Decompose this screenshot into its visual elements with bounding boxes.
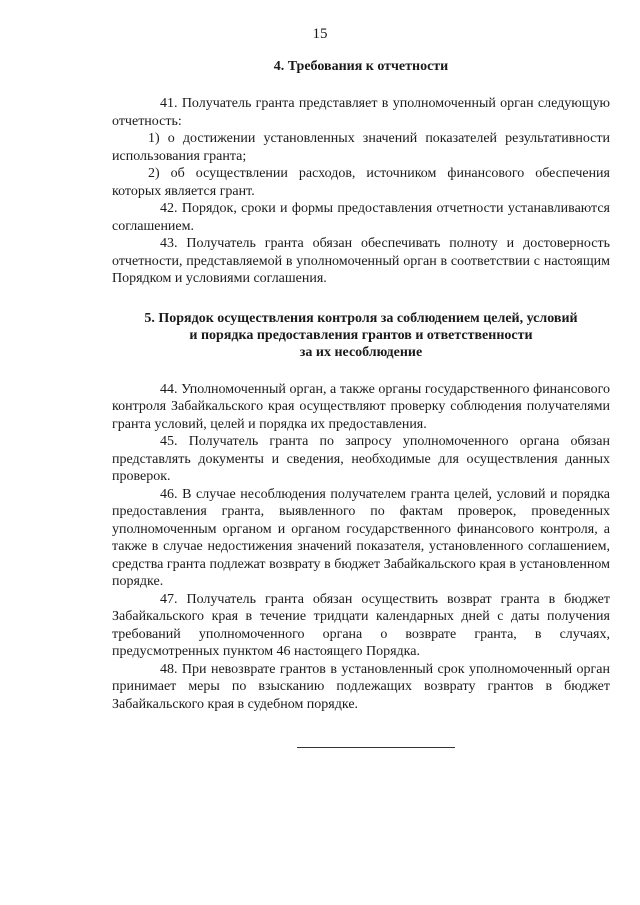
section-4-heading: 4. Требования к отчетности: [273, 59, 449, 74]
paragraph-45: 45. Получатель гранта по запросу уполномоченного органа обязан представлять документы и сведения, необходимые для осуществления данных проверок.: [112, 434, 610, 484]
paragraph-42: 42. Порядок, сроки и формы предоставления отчетности устанавливаются соглашением.: [112, 201, 610, 234]
section-5-heading-line-1: 5. Порядок осуществления контроля за соблюдением целей, условий: [144, 310, 578, 326]
section-5-heading-line-2: и порядка предоставления грантов и ответственности: [189, 327, 533, 343]
page-number: 15: [312, 26, 328, 42]
paragraph-48: 48. При невозврате грантов в установленный срок уполномоченный орган принимает меры по взысканию подлежащих возврату грантов в бюджет Забайкальского края в судебном порядке.: [112, 661, 610, 712]
paragraph-44: 44. Уполномоченный орган, а также органы государственного финансового контроля Забайкальского края осуществляют проверку соблюдения получателями гранта условий, целей и порядка их предоставления.: [112, 381, 610, 432]
document-body: [112, 56, 610, 713]
closing-rule: [297, 747, 455, 748]
paragraph-41-intro: 41. Получатель гранта представляет в уполномоченный орган следующую отчетность:: [112, 96, 610, 129]
paragraph-43: 43. Получатель гранта обязан обеспечивать полноту и достоверность отчетности, представляемой в уполномоченный орган в соответствии с настоящим Порядком и условиями соглашения.: [112, 236, 610, 286]
section-5-heading-line-3: за их несоблюдение: [299, 344, 423, 360]
paragraph-41-item-2: 2) об осуществлении расходов, источником финансового обеспечения которых является грант.: [112, 166, 610, 199]
section-5-heading: [112, 310, 610, 361]
paragraph-46: 46. В случае несоблюдения получателем гранта целей, условий и порядка предоставления гранта, выявленного по фактам проверок, проведенных уполномоченным органом и органом государственного финансового контроля, а также в случае недостижения значений показателя, установленного соглашением, средства гранта подлежат возврату в бюджет Забайкальского края в установленном порядке.: [112, 486, 610, 589]
paragraph-47: 47. Получатель гранта обязан осуществить возврат гранта в бюджет Забайкальского края в течение тридцати календарных дней с даты получения требований уполномоченного органа о возврате гранта, в случаях, предусмотренных пунктом 46 настоящего Порядка.: [112, 591, 610, 659]
paragraph-41-item-1: 1) о достижении установленных значений показателей результативности использования гранта;: [112, 131, 610, 164]
